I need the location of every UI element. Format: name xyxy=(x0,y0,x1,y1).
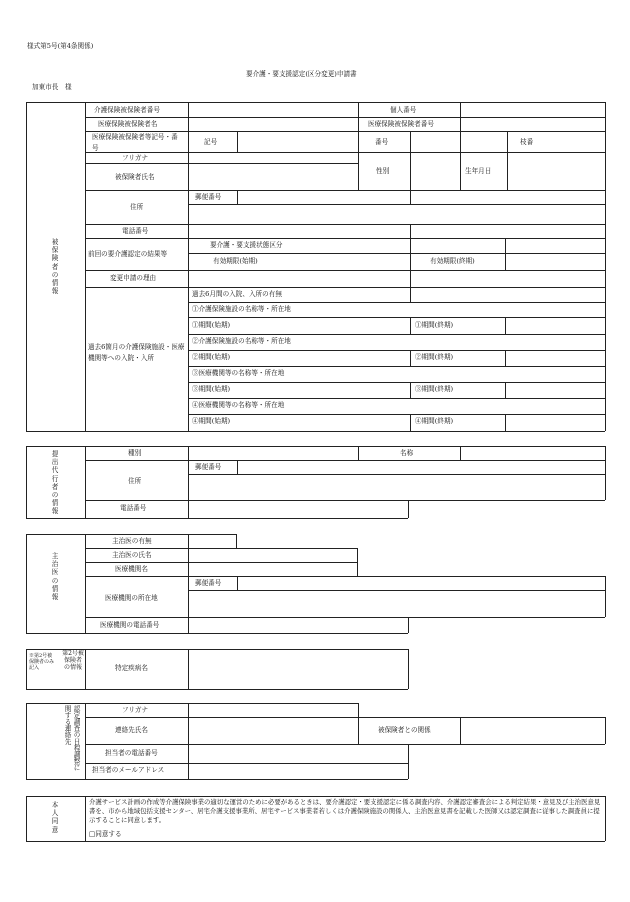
label-agent-name: 名称 xyxy=(400,449,414,457)
label-care-level: 要介護・要支援状態区分 xyxy=(210,241,283,249)
label-staff-phone: 担当者の電話番号 xyxy=(105,749,158,757)
consent-section-label: 本人同意 xyxy=(51,801,59,834)
label-branch: 枝番 xyxy=(520,138,534,146)
form-number: 様式第5号(第4条関係) xyxy=(27,42,94,50)
label-disease: 特定疾病名 xyxy=(115,664,148,672)
label-institution-phone: 医療機関の電話番号 xyxy=(100,621,160,629)
label-period-1-start: ①期間(始期) xyxy=(192,321,231,329)
label-period-1-end: ①期間(終期) xyxy=(415,321,454,329)
label-period-4-end: ④期間(終期) xyxy=(415,417,454,425)
label-period-2-start: ②期間(始期) xyxy=(192,353,231,361)
label-staff-email: 担当者のメールアドレス xyxy=(92,766,165,774)
doctor-section-label: 主治医の情報 xyxy=(51,552,59,602)
label-facility-2: ②介護保険施設の名称等・所在地 xyxy=(192,337,291,345)
label-past6: 過去6箇月の介護保険施設・医療機関等への入院・入所 xyxy=(88,343,185,362)
label-number: 番号 xyxy=(375,138,389,146)
label-furigana: フリガナ xyxy=(122,154,149,162)
label-valid-start: 有効期限(始期) xyxy=(213,257,258,265)
consent-checkbox[interactable]: □同意する xyxy=(89,830,122,838)
label-facility-1: ①介護保険施設の名称等・所在地 xyxy=(192,305,291,313)
label-change-reason: 変更申請の理由 xyxy=(110,274,157,282)
label-agent-type: 種別 xyxy=(128,449,142,457)
label-medical-symbol-no: 医療保険被保険者等記号・番号 xyxy=(92,133,178,152)
label-institution-postal: 郵便番号 xyxy=(195,579,222,587)
label-period-3-end: ③期間(終期) xyxy=(415,385,454,393)
consent-text: 介護サービス計画の作成等介護保険事業の適切な運営のために必要があるときは、要介護認定・要支援認定に係る調査内容、介護認定審査会による判定結果・意見及び主治医意見書を、市から地域包括支援センター、居宅介護支援事業所、居宅サービス事業者若しくは介護保険施設の関係人、主治医意見書を記載した医師又は認定調査に従事した調査員に提示することに同意します。 xyxy=(89,798,601,824)
label-agent-postal: 郵便番号 xyxy=(195,463,222,471)
label-symbol: 記号 xyxy=(204,138,218,146)
page-title: 要介護・要支援認定(区分変更)申請書 xyxy=(246,70,357,78)
label-medical-name: 医療保険被保険者名 xyxy=(98,120,158,128)
label-facility-3: ③医療機関等の名称等・所在地 xyxy=(192,369,285,377)
label-address: 住所 xyxy=(130,203,144,211)
insured2-section-label: 第2号被保険者の情報 xyxy=(62,650,84,672)
label-prev-result: 前回の要介護認定の結果等 xyxy=(88,250,168,258)
label-agent-address: 住所 xyxy=(128,477,142,485)
label-phone: 電話番号 xyxy=(122,227,149,235)
label-individual-no: 個人番号 xyxy=(390,106,417,114)
contact-section-label: 認定調査の日程調整に関する連絡先 xyxy=(63,705,80,771)
label-past6-question: 過去6月間の入院、入所の有無 xyxy=(192,290,282,298)
label-period-2-end: ②期間(終期) xyxy=(415,353,454,361)
label-medical-no: 医療保険被保険者番号 xyxy=(368,120,434,128)
label-doctor-name: 主治医の氏名 xyxy=(112,551,152,559)
label-institution-address: 医療機関の所在地 xyxy=(105,594,158,602)
label-facility-4: ④医療機関等の名称等・所在地 xyxy=(192,401,285,409)
label-gender: 性別 xyxy=(376,167,390,175)
label-agent-phone: 電話番号 xyxy=(120,504,147,512)
label-contact-name: 連絡先氏名 xyxy=(115,726,148,734)
label-insured2-note: ※第2号被保険者のみ記入 xyxy=(29,653,55,671)
label-period-3-start: ③期間(始期) xyxy=(192,385,231,393)
label-period-4-start: ④期間(始期) xyxy=(192,417,231,425)
label-contact-furigana: フリガナ xyxy=(122,706,149,714)
applicant-section-label: 被保険者の情報 xyxy=(51,238,59,296)
label-institution: 医療機関名 xyxy=(115,565,148,573)
label-contact-relation: 被保険者との関係 xyxy=(378,726,431,734)
label-birthdate: 生年月日 xyxy=(465,167,492,175)
label-valid-end: 有効期限(終期) xyxy=(430,257,475,265)
addressee: 加東市長 様 xyxy=(32,83,72,91)
label-postal: 郵便番号 xyxy=(195,193,222,201)
label-doctor-exists: 主治医の有無 xyxy=(112,537,152,545)
label-insured-name: 被保険者氏名 xyxy=(115,173,155,181)
label-insured-no: 介護保険被保険者番号 xyxy=(94,106,160,114)
agent-section-label: 提出代行者の情報 xyxy=(51,450,59,516)
